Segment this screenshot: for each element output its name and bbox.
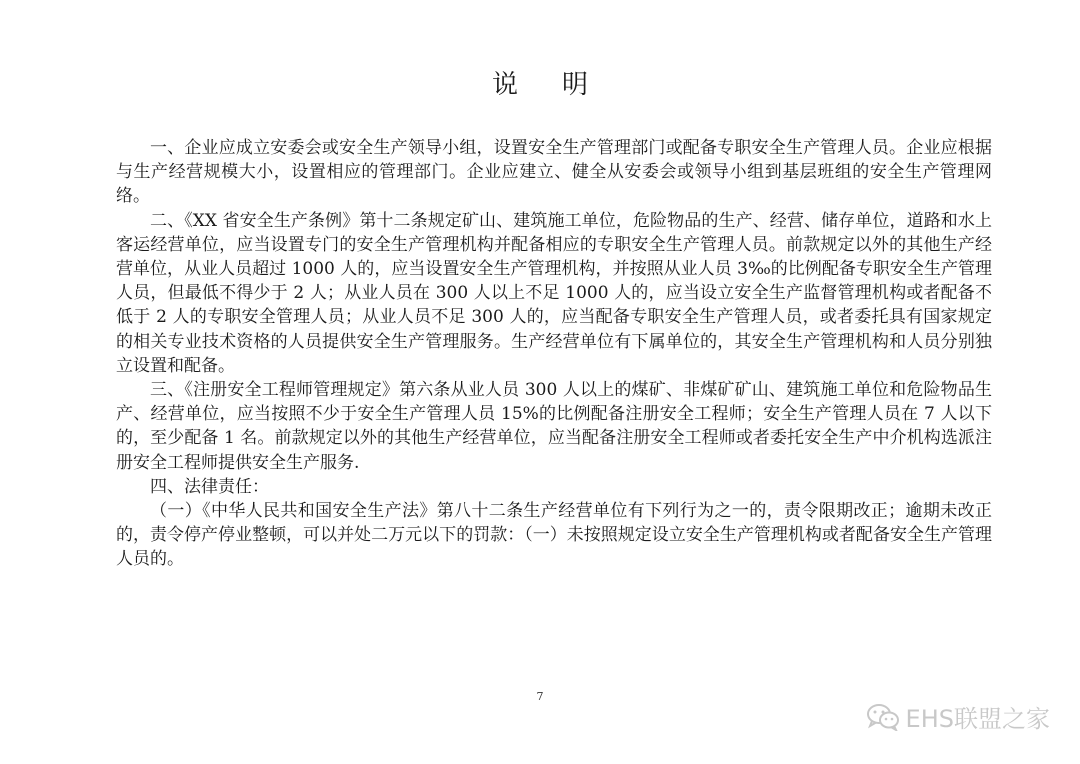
page-number: 7 [536, 690, 544, 703]
watermark [866, 699, 1050, 734]
paragraph-2: 二、《XX 省安全生产条例》第十二条规定矿山、建筑施工单位，危险物品的生产、经营、储存单位，道路和水上客运经营单位，应当设置专门的安全生产管理机构并配备相应的专职安全生产管理人员。前款规定以外的其他生产经营单位，从业人员超过 1000 人的，应当设置安全生产管理机构，并按照从业人员 3‰的比例配备专职安全生产管理人员，但最低不得少于 2 人；从业人员在 300 人以上不足 1000 人的，应当设立安全生产监督管理机构或者配备不低于 2 人的专职安全管理人员；从业人员不足 300 人的，应当配备专职安全生产管理人员，或者委托具有国家规定的相关专业技术资格的人员提供安全生产管理服务。生产经营单位有下属单位的，其安全生产管理机构和人员分别独立设置和配备。 [116, 210, 992, 376]
paragraph-4: 四、法律责任： [150, 476, 269, 497]
watermark-text: EHS联盟之家 [905, 705, 1050, 733]
wechat-icon [866, 703, 900, 731]
paragraph-5: （一）《中华人民共和国安全生产法》第八十二条生产经营单位有下列行为之一的，责令限期改正；逾期未改正的，责令停产停业整顿，可以并处二万元以下的罚款：（一）未按照规定设立安全生产管理机构或者配备安全生产管理人员的。 [116, 501, 992, 570]
paragraph-3: 三、《注册安全工程师管理规定》第六条从业人员 300 人以上的煤矿、非煤矿矿山、建筑施工单位和危险物品生产、经营单位，应当按照不少于安全生产管理人员 15%的比例配备注册安全工程师；安全生产管理人员在 7 人以下的，至少配备 1 名。前款规定以外的其他生产经营单位，应当配备注册安全工程师或者委托安全生产中介机构选派注册安全工程师提供安全生产服务. [116, 380, 992, 473]
page-title: 说明 [491, 70, 632, 100]
document-body [116, 136, 992, 572]
paragraph-1: 一、企业应成立安委会或安全生产领导小组，设置安全生产管理部门或配备专职安全生产管理人员。企业应根据与生产经营规模大小，设置相应的管理部门。企业应建立、健全从安委会或领导小组到基层班组的安全生产管理网络。 [116, 138, 992, 207]
